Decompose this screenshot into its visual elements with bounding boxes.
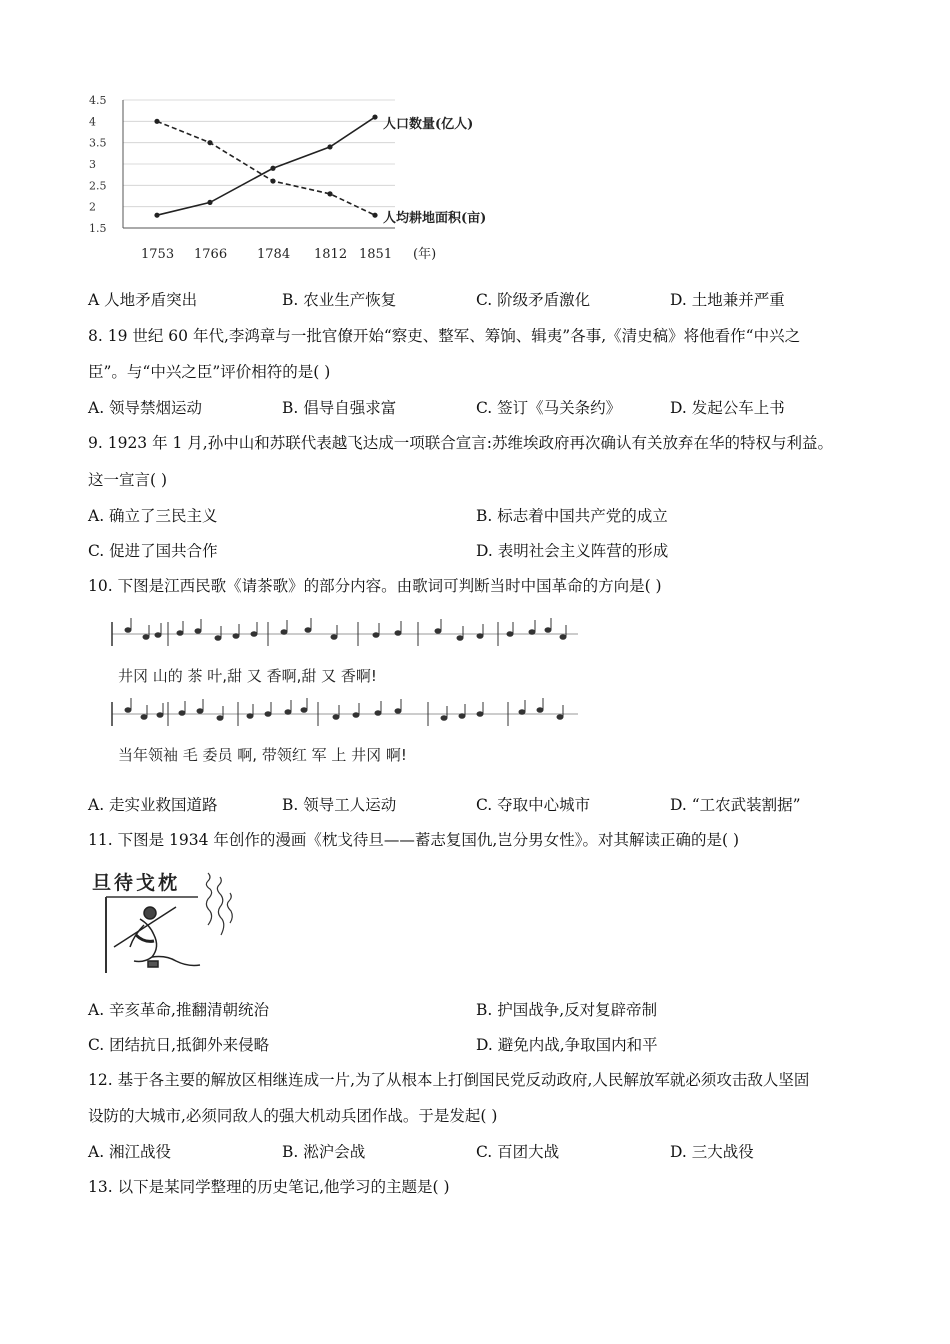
q12-option-a[interactable]: A. 湘江战役	[88, 1143, 172, 1161]
music-note	[477, 634, 483, 639]
music-note	[285, 710, 291, 715]
q12-option-b[interactable]: B. 淞沪会战	[282, 1143, 366, 1161]
music-note	[529, 630, 535, 635]
legend-farmland: 人均耕地面积(亩)	[383, 211, 487, 226]
q7-option-b[interactable]: B. 农业生产恢复	[282, 291, 397, 309]
music-note	[265, 712, 271, 717]
chart-grid	[123, 100, 395, 228]
q10-option-d[interactable]: D. “工农武装割据”	[670, 796, 801, 814]
song-score	[108, 614, 588, 774]
music-note	[333, 715, 339, 720]
y-tick-labels	[89, 94, 107, 235]
q9-option-a[interactable]: A. 确立了三民主义	[88, 507, 218, 525]
lyrics-line-1: 井冈 山的 茶 叶,甜 又 香啊,甜 又 香啊!	[118, 667, 377, 685]
x-tick-labels	[141, 247, 392, 262]
staff-line-2	[112, 698, 578, 726]
music-note	[395, 631, 401, 636]
y-tick-label: 1.5	[89, 222, 107, 235]
music-note	[125, 628, 131, 633]
music-note	[395, 709, 401, 714]
q8-option-d[interactable]: D. 发起公车上书	[670, 399, 785, 417]
music-note	[557, 715, 563, 720]
data-point	[270, 166, 275, 171]
music-note	[477, 712, 483, 717]
q12-option-c[interactable]: C. 百团大战	[476, 1143, 560, 1161]
music-note	[177, 631, 183, 636]
music-note	[281, 630, 287, 635]
x-tick-label: 1812	[314, 247, 348, 262]
q7-option-d[interactable]: D. 土地兼并严重	[670, 291, 785, 309]
x-tick-label: 1784	[257, 247, 291, 262]
music-note	[141, 715, 147, 720]
music-note	[331, 635, 337, 640]
music-note	[157, 713, 163, 718]
chart-series	[154, 114, 377, 217]
y-tick-label: 3	[89, 158, 96, 171]
q9-option-c[interactable]: C. 促进了国共合作	[88, 542, 218, 560]
music-note	[507, 632, 513, 637]
data-point	[270, 178, 275, 183]
staff-line-1	[112, 618, 578, 646]
cartoon-title: 旦待戈枕	[92, 872, 181, 894]
data-point	[372, 114, 377, 119]
music-note	[247, 714, 253, 719]
series-line-1	[157, 121, 375, 215]
q9-option-b[interactable]: B. 标志着中国共产党的成立	[476, 507, 668, 525]
music-note	[457, 636, 463, 641]
soldier-figure	[114, 907, 200, 967]
x-tick-label: 1851	[359, 247, 393, 262]
q8-stem-line2: 臣”。与“中兴之臣”评价相符的是( )	[88, 363, 331, 381]
music-note	[373, 633, 379, 638]
data-point	[327, 144, 332, 149]
music-note	[545, 628, 551, 633]
q8-option-a[interactable]: A. 领导禁烟运动	[88, 399, 203, 417]
music-note	[143, 635, 149, 640]
y-tick-label: 2.5	[89, 179, 107, 193]
music-note	[459, 714, 465, 719]
music-note	[179, 711, 185, 716]
q7-option-c[interactable]: C. 阶级矛盾激化	[476, 291, 591, 309]
q13-stem: 13. 以下是某同学整理的历史笔记,他学习的主题是( )	[88, 1178, 450, 1196]
music-note	[537, 708, 543, 713]
q11-option-d[interactable]: D. 避免内战,争取国内和平	[476, 1036, 658, 1054]
y-tick-label: 2	[89, 200, 96, 214]
y-tick-label: 4	[89, 115, 96, 129]
q10-stem: 10. 下图是江西民歌《请茶歌》的部分内容。由歌词可判断当时中国革命的方向是( )	[88, 577, 662, 595]
music-note	[519, 710, 525, 715]
q11-option-c[interactable]: C. 团结抗日,抵御外来侵略	[88, 1036, 270, 1054]
q8-option-c[interactable]: C. 签订《马关条约》	[476, 399, 622, 417]
q11-option-b[interactable]: B. 护国战争,反对复辟帝制	[476, 1001, 658, 1019]
music-note	[435, 629, 441, 634]
music-note	[233, 634, 239, 639]
q8-option-b[interactable]: B. 倡导自强求富	[282, 399, 397, 417]
music-note	[305, 628, 311, 633]
data-point	[154, 213, 159, 218]
population-farmland-chart	[85, 88, 525, 273]
music-note	[560, 635, 566, 640]
music-note	[375, 711, 381, 716]
music-note	[215, 636, 221, 641]
q11-stem: 11. 下图是 1934 年创作的漫画《枕戈待旦——蓄志复国仇,岂分男女性》。对其解读正确的是( )	[88, 831, 740, 849]
music-note	[155, 633, 161, 638]
data-point	[154, 119, 159, 124]
q8-stem-line1: 8. 19 世纪 60 年代,李鸿章与一批官僚开始“察吏、整军、筹饷、辑夷”各事,《清史稿》将他看作“中兴之	[88, 327, 801, 345]
music-note	[353, 713, 359, 718]
q9-option-d[interactable]: D. 表明社会主义阵营的形成	[476, 542, 669, 560]
calligraphy-inscription	[206, 873, 232, 935]
y-tick-label: 4.5	[89, 94, 107, 107]
music-note	[441, 716, 447, 721]
x-tick-label: 1766	[194, 247, 228, 262]
music-note	[125, 708, 131, 713]
music-note	[251, 632, 257, 637]
q7-option-a[interactable]: A 人地矛盾突出	[88, 291, 198, 309]
data-point	[207, 200, 212, 205]
y-tick-label: 3.5	[89, 136, 107, 150]
q12-stem-line1: 12. 基于各主要的解放区相继连成一片,为了从根本上打倒国民党反动政府,人民解放军就必须攻击敌人坚固	[88, 1071, 810, 1089]
data-point	[372, 213, 377, 218]
music-note	[197, 709, 203, 714]
q9-stem-line1: 9. 1923 年 1 月,孙中山和苏联代表越飞达成一项联合宣言:苏维埃政府再次确认有关放弃在华的特权与利益。	[88, 434, 833, 452]
music-note	[195, 629, 201, 634]
q10-option-c[interactable]: C. 夺取中心城市	[476, 796, 591, 814]
data-point	[207, 140, 212, 145]
x-tick-label: 1753	[141, 247, 175, 262]
q12-stem-line2: 设防的大城市,必须同敌人的强大机动兵团作战。于是发起( )	[88, 1107, 498, 1125]
lyrics-line-2: 当年领袖 毛 委员 啊, 带领红 军 上 井冈 啊!	[118, 746, 407, 764]
x-axis-label: (年)	[413, 247, 437, 262]
legend-population: 人口数量(亿人)	[383, 117, 474, 132]
cartoon-image	[88, 865, 238, 975]
q10-option-b[interactable]: B. 领导工人运动	[282, 796, 397, 814]
q9-stem-line2: 这一宣言( )	[88, 471, 168, 489]
music-note	[217, 716, 223, 721]
q11-option-a[interactable]: A. 辛亥革命,推翻清朝统治	[88, 1001, 269, 1019]
music-note	[301, 708, 307, 713]
q12-option-d[interactable]: D. 三大战役	[670, 1143, 754, 1161]
data-point	[327, 191, 332, 196]
q10-option-a[interactable]: A. 走实业救国道路	[88, 796, 218, 814]
